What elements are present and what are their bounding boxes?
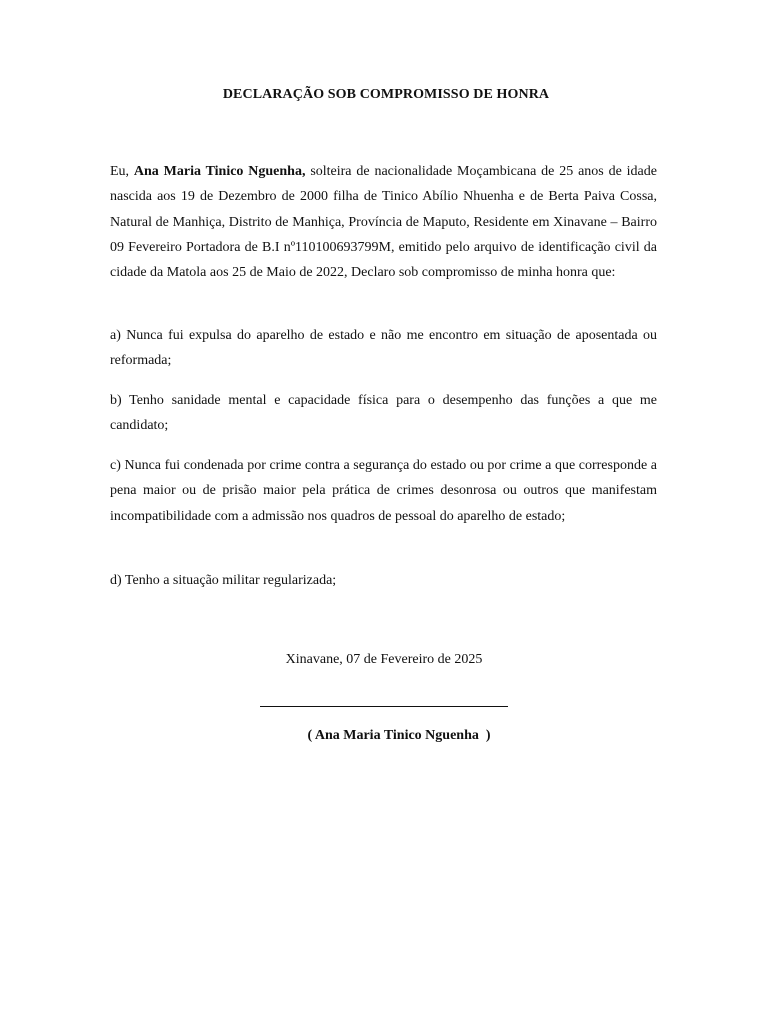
clause-d: d) Tenho a situação militar regularizada; <box>110 573 337 588</box>
intro-prefix: Eu, <box>110 164 134 179</box>
declarant-name: Ana Maria Tinico Nguenha, <box>133 164 306 179</box>
intro-text: solteira de nacionalidade Moçambicana de 25 anos de idade nascida aos 19 de Dezembro de 2000 filha de Tinico Abílio Nhuenha e de Berta Paiva Cossa, Natural de Manhiça, Distrito de Manhiça, Província de Maputo, Residente em Xinavane – Bairro 09 Fevereiro Portadora de B.I nº110100693799M, emitido pelo arquivo de identificação civil da cidade da Matola aos 25 de Maio de 2022, Declaro sob compromisso de minha honra que: <box>110 164 657 281</box>
document-title: DECLARAÇÃO SOB COMPROMISSO DE HONRA <box>222 87 550 102</box>
clause-a: a) Nunca fui expulsa do aparelho de estado e não me encontro em situação de aposentada ou reformada; <box>110 328 657 369</box>
clause-b: b) Tenho sanidade mental e capacidade física para o desempenho das funções a que me candidato; <box>110 393 657 434</box>
signature-line <box>260 706 508 707</box>
place-and-date: Xinavane, 07 de Fevereiro de 2025 <box>285 652 483 667</box>
clause-c: c) Nunca fui condenada por crime contra a segurança do estado ou por crime a que corresponde a pena maior ou de prisão maior pela prática de crimes desonrosa ou outros que manifestam incompatibilidade com a admissão nos quadros de pessoal do aparelho de estado; <box>110 458 657 524</box>
signature-name: ( Ana Maria Tinico Nguenha ) <box>307 728 491 743</box>
intro-paragraph <box>110 159 657 285</box>
